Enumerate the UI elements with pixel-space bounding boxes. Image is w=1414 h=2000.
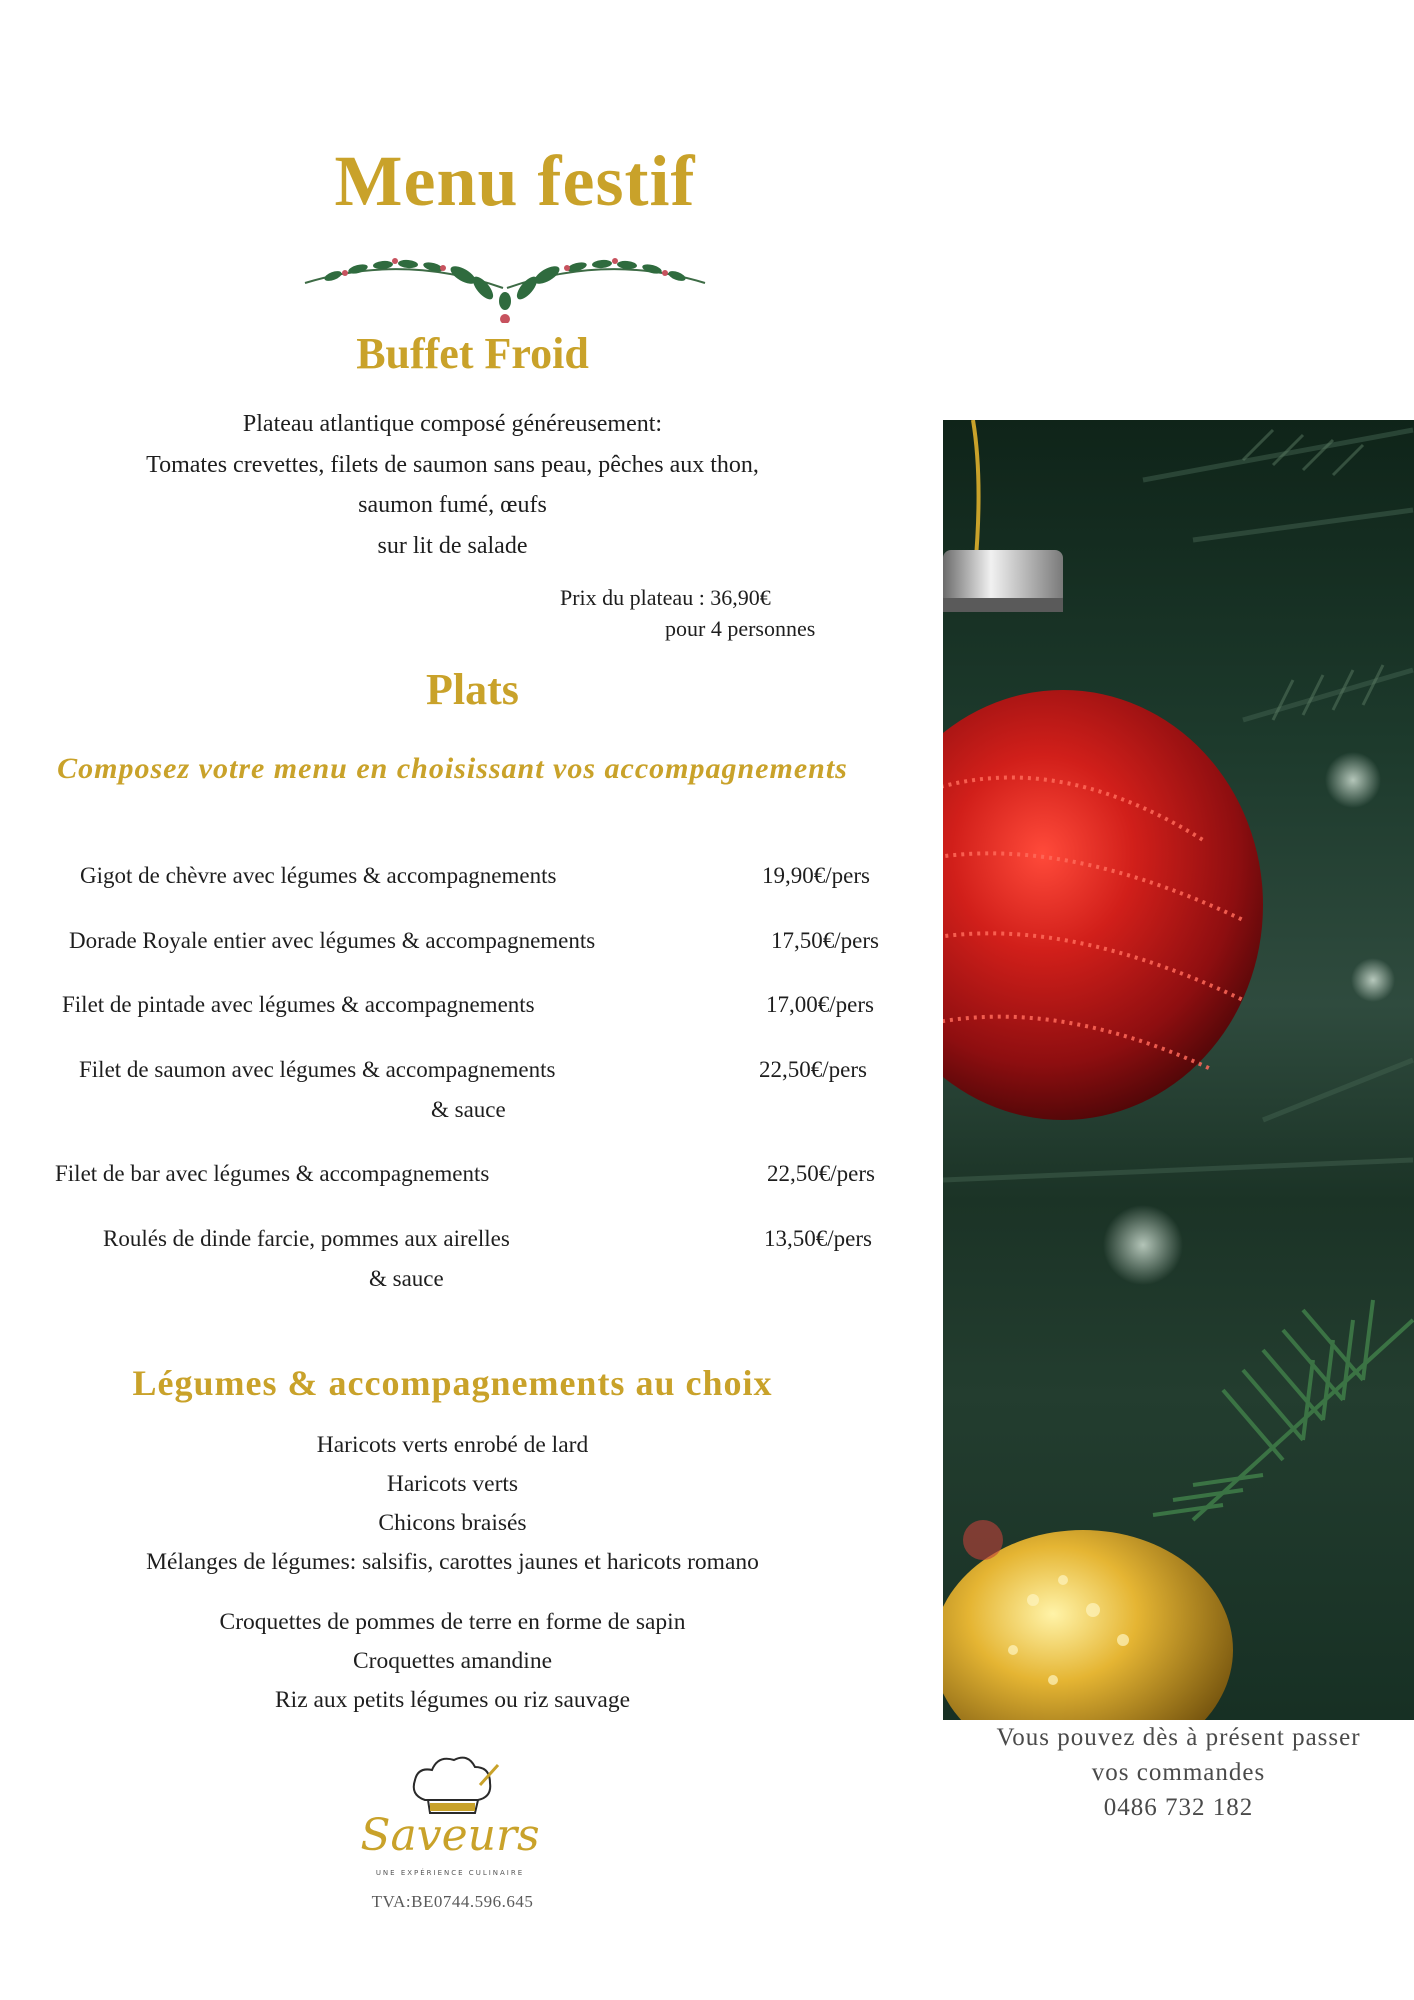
dish-item — [0, 1154, 905, 1194]
dish-price: 19,90€/pers — [762, 863, 870, 888]
dish-price: 22,50€/pers — [767, 1161, 875, 1186]
buffet-description — [0, 404, 905, 566]
dish-name: Filet de bar avec légumes & accompagnements — [55, 1161, 490, 1186]
dish-sub: & sauce — [369, 1266, 444, 1291]
christmas-ornament-photo — [943, 420, 1414, 1720]
buffet-line: Plateau atlantique composé généreusement: — [242, 411, 663, 437]
list-item: Croquettes de pommes de terre en forme de sapin — [219, 1609, 686, 1635]
order-contact — [943, 1720, 1414, 1825]
logo-name: Saveurs — [360, 1810, 540, 1861]
dish-item — [0, 921, 905, 961]
dish-name: Dorade Royale entier avec légumes & accompagnements — [69, 928, 596, 953]
dish-name: Filet de pintade avec légumes & accompagnements — [62, 992, 535, 1017]
accompaniments-list — [0, 1603, 905, 1720]
plats-subtitle: Composez votre menu en choisissant vos accompagnements — [57, 752, 848, 785]
tva-number: TVA:BE0744.596.645 — [371, 1892, 534, 1911]
dish-price: 22,50€/pers — [759, 1057, 867, 1082]
dish-name: Gigot de chèvre avec légumes & accompagnements — [80, 863, 557, 888]
dish-price: 17,00€/pers — [766, 992, 874, 1017]
buffet-line: sur lit de salade — [377, 532, 528, 559]
logo-tagline: UNE EXPÉRIENCE CULINAIRE — [375, 1869, 525, 1877]
holly-garland-decoration — [303, 243, 707, 323]
list-item: Haricots verts — [386, 1471, 519, 1497]
christmas-ornament-illustration — [943, 420, 1414, 1720]
dish-item — [0, 985, 905, 1025]
chef-hat-icon — [330, 1745, 570, 1885]
buffet-price — [560, 582, 860, 644]
plats-title: Plats — [426, 665, 519, 714]
dish-price: 13,50€/pers — [764, 1226, 872, 1251]
list-item: Chicons braisés — [378, 1510, 527, 1536]
buffet-title: Buffet Froid — [356, 329, 589, 378]
buffet-line: saumon fumé, œufs — [358, 492, 547, 518]
dish-name: Filet de saumon avec légumes & accompagnements — [79, 1057, 556, 1082]
buffet-price-persons: pour 4 personnes — [665, 616, 816, 641]
legumes-list — [0, 1426, 905, 1582]
dish-item — [0, 1050, 905, 1130]
dish-sub: & sauce — [431, 1097, 506, 1122]
dish-name: Roulés de dinde farcie, pommes aux airelles — [103, 1226, 510, 1251]
contact-line: Vous pouvez dès à présent passer — [996, 1724, 1361, 1751]
buffet-line: Tomates crevettes, filets de saumon sans peau, pêches aux thon, — [146, 451, 759, 478]
dish-price: 17,50€/pers — [771, 928, 879, 953]
list-item: Croquettes amandine — [352, 1648, 553, 1674]
buffet-price-line: Prix du plateau : 36,90€ — [560, 585, 771, 610]
dish-item — [0, 1219, 905, 1299]
list-item: Riz aux petits légumes ou riz sauvage — [274, 1687, 630, 1713]
legumes-title: Légumes & accompagnements au choix — [132, 1363, 773, 1403]
list-item: Haricots verts enrobé de lard — [316, 1432, 589, 1458]
list-item: Mélanges de légumes: salsifis, carottes jaunes et haricots romano — [146, 1549, 759, 1575]
contact-phone: 0486 732 182 — [1103, 1794, 1254, 1821]
saveurs-logo — [330, 1745, 570, 1885]
dish-item — [0, 856, 905, 896]
page-title: Menu festif — [334, 141, 696, 221]
contact-line: vos commandes — [1091, 1759, 1266, 1786]
